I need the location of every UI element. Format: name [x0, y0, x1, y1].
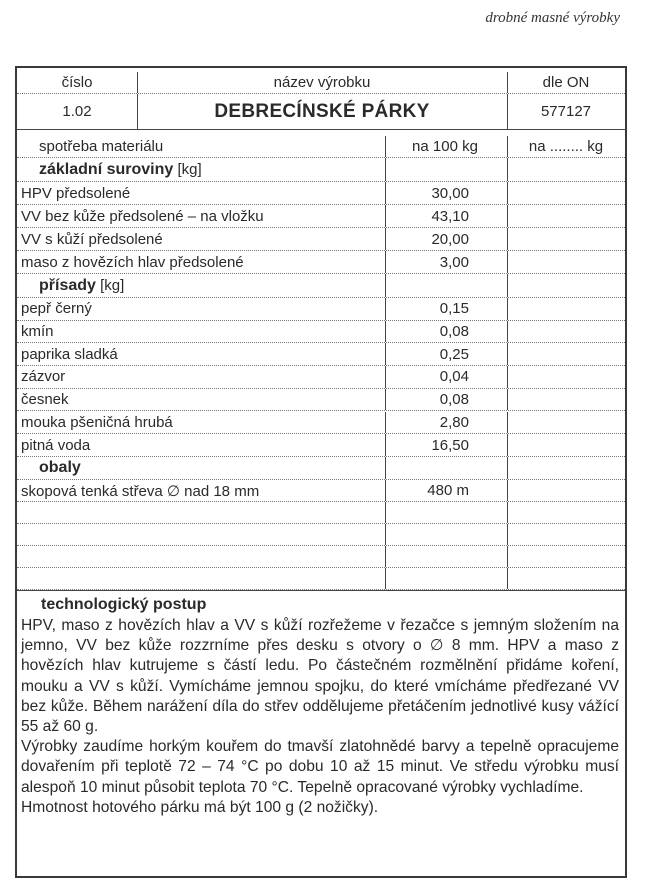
- additive-value: 2,80: [439, 413, 469, 431]
- procedure-paragraph-1: HPV, maso z hovězích hlav a VV s kůží rozřežeme v řezačce s jemným složením na jemno, VV bez kůže rozzrníme přes desku s otvory o ∅ 8 mm. HPV a maso z hovězích hlav kutrujeme s částí ledu. Po částečném rozmělnění přidáme koření, mouku a VV s kůží. Vymícháme jemnou spojku, do které vmícháme předřezané VV bez kůže. Během narážení díla do střev oddělujeme přetáčením jednotlivé kusy vážící 55 až 60 g.: [21, 617, 619, 736]
- consumption-row: [17, 136, 625, 158]
- additive-name: paprika sladká: [21, 345, 118, 363]
- procedure-paragraph-3: Hmotnost hotového párku má být 100 g (2 nožičky).: [21, 798, 379, 816]
- raw-value: 30,00: [431, 184, 469, 202]
- raw-name: VV bez kůže předsolené – na vložku: [21, 207, 264, 225]
- additive-row: [17, 321, 625, 344]
- additive-value: 16,50: [431, 436, 469, 454]
- raw-name: HPV předsolené: [21, 184, 131, 202]
- casings-section-title: [17, 457, 625, 480]
- additive-row: [17, 298, 625, 321]
- header-values-row: [17, 94, 625, 130]
- additive-name: česnek: [21, 391, 69, 409]
- per-custom-label: na ........ kg: [528, 138, 604, 155]
- additive-name: zázvor: [21, 368, 66, 386]
- procedure-text: [21, 616, 619, 818]
- additive-name: mouka pšeničná hrubá: [21, 413, 173, 431]
- raw-section-heading: základní suroviny: [39, 160, 174, 178]
- additive-row: [17, 412, 625, 435]
- product-number: 1.02: [62, 103, 92, 120]
- empty-row: [17, 546, 625, 568]
- casing-row: [17, 480, 625, 502]
- raw-row: [17, 182, 625, 205]
- raw-value: 20,00: [431, 230, 469, 248]
- additive-value: 0,25: [439, 345, 469, 363]
- raw-section-title: [17, 158, 625, 182]
- recipe-sheet: [15, 66, 627, 878]
- casing-value: 480 m: [427, 482, 469, 499]
- raw-value: 43,10: [431, 207, 469, 225]
- additive-row: [17, 434, 625, 457]
- additive-row: [17, 366, 625, 389]
- procedure-title: technologický postup: [41, 596, 207, 613]
- raw-unit: [kg]: [177, 161, 202, 178]
- on-code: 577127: [540, 103, 592, 120]
- additive-value: 0,04: [439, 368, 469, 386]
- raw-row: [17, 205, 625, 228]
- per-100kg-label: na 100 kg: [412, 138, 478, 155]
- col-on-label: dle ON: [542, 74, 590, 91]
- empty-row: [17, 502, 625, 524]
- additive-value: 0,15: [439, 300, 469, 318]
- additive-name: pepř černý: [21, 300, 92, 318]
- additives-section-title: [17, 274, 625, 298]
- raw-row: [17, 228, 625, 251]
- col-number-label: číslo: [61, 74, 93, 91]
- raw-name: maso z hovězích hlav předsolené: [21, 253, 244, 271]
- raw-name: VV s kůží předsolené: [21, 230, 163, 248]
- additive-value: 0,08: [439, 323, 469, 341]
- additive-row: [17, 389, 625, 412]
- raw-row: [17, 251, 625, 274]
- col-name-label: název výrobku: [273, 74, 371, 91]
- additive-value: 0,08: [439, 391, 469, 409]
- additives-unit: [kg]: [100, 277, 125, 294]
- casing-name: skopová tenká střeva ∅ nad 18 mm: [21, 482, 260, 500]
- additive-name: pitná voda: [21, 436, 91, 454]
- empty-row: [17, 568, 625, 590]
- product-name: DEBRECÍNSKÉ PÁRKY: [214, 100, 430, 122]
- procedure-paragraph-2: Výrobky zaudíme horkým kouřem do tmavší zlatohnědé barvy a tepelně opracujeme dovařením při teplotě 72 – 74 °C po dobu 10 až 15 minut. Ve středu výrobku musí alespoň 10 minut působit teplota 70 °C. Tepelně opracované výrobky vychladíme.: [21, 738, 619, 796]
- header-labels-row: [17, 72, 625, 94]
- casings-section-heading: obaly: [39, 459, 81, 476]
- consumption-label: spotřeba materiálu: [39, 138, 164, 155]
- additive-row: [17, 343, 625, 366]
- raw-value: 3,00: [439, 253, 469, 271]
- additives-section-heading: přísady: [39, 276, 96, 294]
- additive-name: kmín: [21, 323, 54, 341]
- category-label: drobné masné výrobky: [485, 10, 620, 26]
- empty-row: [17, 524, 625, 546]
